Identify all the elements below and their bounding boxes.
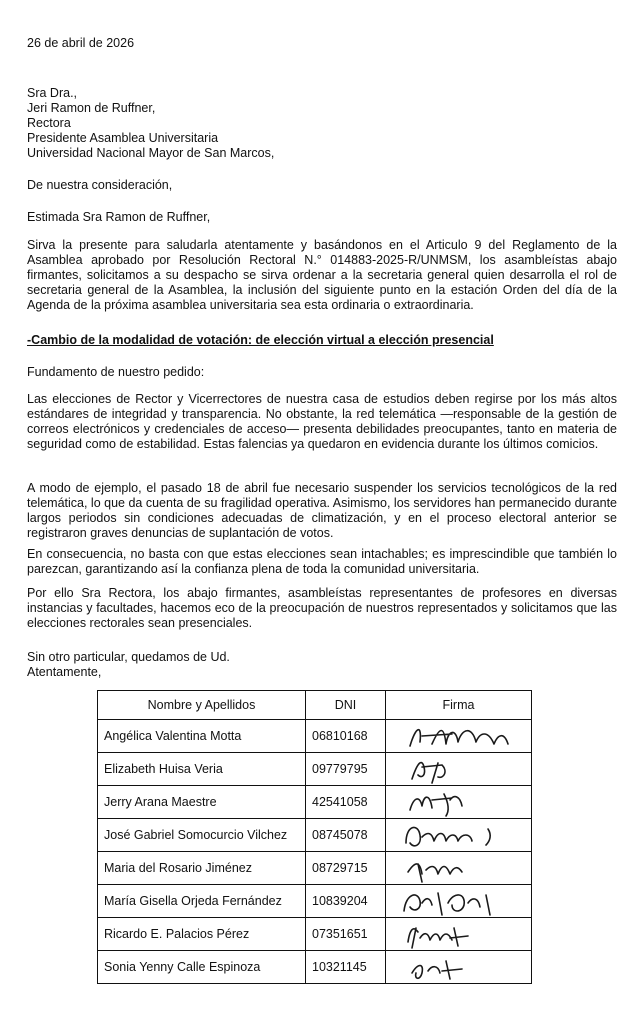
signer-name: María Gisella Orjeda Fernández xyxy=(98,885,306,918)
salutation-personal: Estimada Sra Ramon de Ruffner, xyxy=(27,210,211,224)
signer-dni: 10321145 xyxy=(306,951,386,984)
signer-name: Ricardo E. Palacios Pérez xyxy=(98,918,306,951)
table-row xyxy=(98,885,532,918)
signer-signature xyxy=(386,885,532,918)
closing-line: Sin otro particular, quedamos de Ud. xyxy=(27,650,230,664)
header-signature: Firma xyxy=(386,691,532,720)
agenda-item-subject: -Cambio de la modalidad de votación: de elección virtual a elección presencial xyxy=(27,333,494,347)
signatures-body xyxy=(98,720,532,984)
signer-signature xyxy=(386,753,532,786)
table-row xyxy=(98,720,532,753)
body-paragraph: Por ello Sra Rectora, los abajo firmantes, asambleístas representantes de profesores en diversas instancias y facultades, hacemos eco de la preocupación de nuestros representados y solicitamos que las elecciones rectorales sean presenciales. xyxy=(27,586,617,630)
table-row xyxy=(98,951,532,984)
recipient-block xyxy=(27,86,617,161)
header-name: Nombre y Apellidos xyxy=(98,691,306,720)
signer-dni: 08745078 xyxy=(306,819,386,852)
closing-regards: Atentamente, xyxy=(27,665,102,679)
signer-name: Jerry Arana Maestre xyxy=(98,786,306,819)
table-header-row xyxy=(98,691,532,720)
recipient-line: Presidente Asamblea Universitaria xyxy=(27,131,219,145)
signer-name: José Gabriel Somocurcio Vilchez xyxy=(98,819,306,852)
salutation-formal: De nuestra consideración, xyxy=(27,178,173,192)
letter-date: 26 de abril de 2026 xyxy=(27,36,135,50)
handwritten-signature-icon xyxy=(392,786,532,818)
handwritten-signature-icon xyxy=(392,918,532,950)
signer-name: Maria del Rosario Jiménez xyxy=(98,852,306,885)
signer-dni: 08729715 xyxy=(306,852,386,885)
signer-signature xyxy=(386,786,532,819)
signer-dni: 42541058 xyxy=(306,786,386,819)
body-paragraph: En consecuencia, no basta con que estas elecciones sean intachables; es imprescindible que también lo parezcan, garantizando así la confianza plena de toda la comunidad universitaria. xyxy=(27,547,617,576)
recipient-line: Jeri Ramon de Ruffner, xyxy=(27,101,156,115)
handwritten-signature-icon xyxy=(392,951,532,983)
handwritten-signature-icon xyxy=(392,852,532,884)
signer-name: Angélica Valentina Motta xyxy=(98,720,306,753)
table-row xyxy=(98,786,532,819)
fundamento-heading: Fundamento de nuestro pedido: xyxy=(27,365,205,379)
recipient-line: Rectora xyxy=(27,116,71,130)
request-paragraph: Sirva la presente para saludarla atentamente y basándonos en el Articulo 9 del Reglamento de la Asamblea aprobado por Resolución Rectoral N.° 014883-2025-R/UNMSM, los asambleístas abajo firmantes, solicitamos a su despacho se sirva ordenar a la secretaria general quien desarrolla el rol de secretaria general de la Asamblea, la inclusión del siguiente punto en la estación Orden del día de la Agenda de la próxima asamblea universitaria sea esta ordinaria o extraordinaria. xyxy=(27,238,617,312)
handwritten-signature-icon xyxy=(392,885,532,917)
body-paragraph: Las elecciones de Rector y Vicerrectores de nuestra casa de estudios deben regirse por los más altos estándares de integridad y transparencia. No obstante, la red telemática —responsable de la gestión de correos electrónicos y credenciales de acceso— presenta debilidades preocupantes, tanto en materia de seguridad como de estabilidad. Estas falencias ya quedaron en evidencia durante los últimos comicios. xyxy=(27,392,617,451)
table-row xyxy=(98,918,532,951)
signer-signature xyxy=(386,819,532,852)
signer-dni: 07351651 xyxy=(306,918,386,951)
body-paragraph: A modo de ejemplo, el pasado 18 de abril fue necesario suspender los servicios tecnológicos de la red telemática, lo que da cuenta de su fragilidad operativa. Asimismo, los servidores han permanecido durante largos periodos sin condiciones adecuadas de climatización, y en el proceso electoral anterior se registraron graves denuncias de suplantación de votos. xyxy=(27,481,617,540)
signer-name: Sonia Yenny Calle Espinoza xyxy=(98,951,306,984)
table-row xyxy=(98,852,532,885)
signer-dni: 10839204 xyxy=(306,885,386,918)
signer-signature xyxy=(386,918,532,951)
signer-dni: 06810168 xyxy=(306,720,386,753)
handwritten-signature-icon xyxy=(392,753,532,785)
handwritten-signature-icon xyxy=(392,720,532,752)
signer-signature xyxy=(386,951,532,984)
handwritten-signature-icon xyxy=(392,819,532,851)
signer-signature xyxy=(386,720,532,753)
table-row xyxy=(98,753,532,786)
table-row xyxy=(98,819,532,852)
signer-signature xyxy=(386,852,532,885)
signatures-table xyxy=(97,690,532,984)
recipient-line: Universidad Nacional Mayor de San Marcos, xyxy=(27,146,275,160)
signer-name: Elizabeth Huisa Veria xyxy=(98,753,306,786)
recipient-line: Sra Dra., xyxy=(27,86,78,100)
header-dni: DNI xyxy=(306,691,386,720)
signer-dni: 09779795 xyxy=(306,753,386,786)
